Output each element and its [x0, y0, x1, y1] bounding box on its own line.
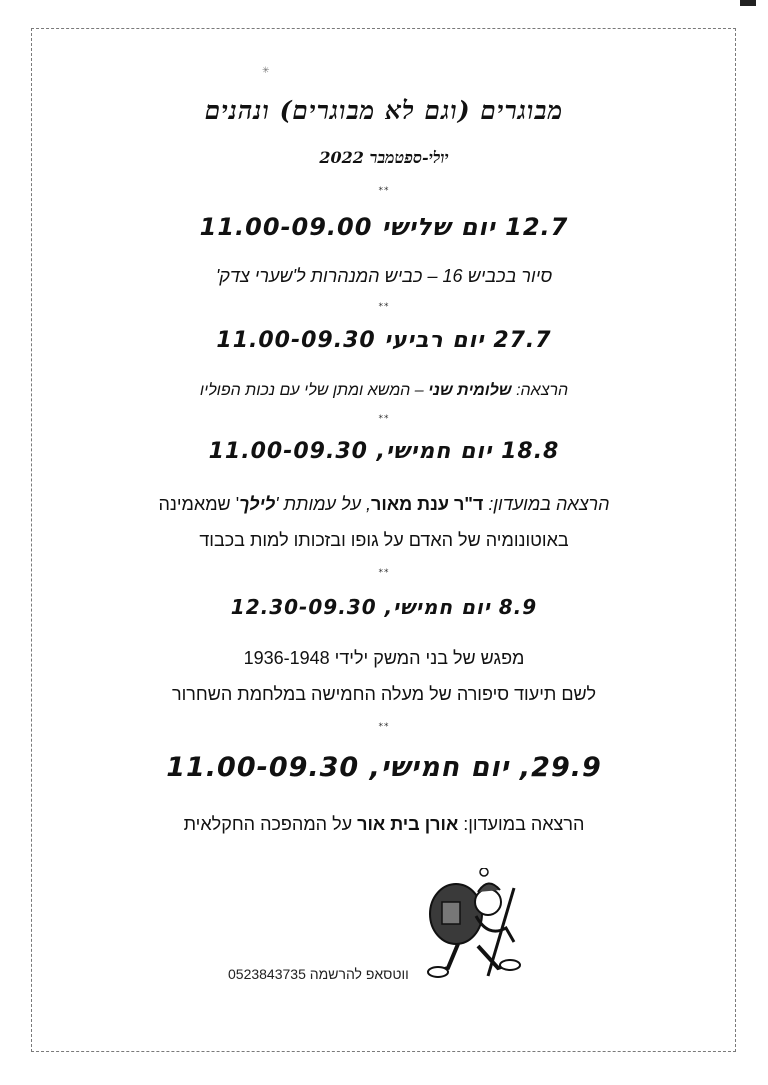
page-title: מבוגרים (וגם לא מבוגרים) ונהנים — [204, 96, 564, 125]
separator: ** — [378, 186, 390, 196]
hiker-illustration — [418, 868, 538, 980]
separator: ** — [378, 414, 390, 424]
event-4-description-line2: לשם תיעוד סיפורה של מעלה החמישה במלחמת השחרור — [171, 684, 597, 704]
event-3-description-line2: באוטונומיה של האדם על גופו ובזכותו למות בכבוד — [199, 530, 569, 550]
event-1-date: 12.7 יום שלישי 11.00-09.00 — [199, 213, 569, 241]
registration-phone: ווטסאפ להרשמה 0523843735 — [228, 966, 409, 982]
event-4-description: מפגש של בני המשק ילידי 1936-1948 — [243, 648, 525, 668]
event-3-date: 18.8 יום חמישי, 11.00-09.30 — [208, 439, 560, 464]
separator: ** — [378, 568, 390, 578]
event-5-date: 29.9, יום חמישי, 11.00-09.30 — [166, 752, 602, 783]
event-1-description: סיור בכביש 16 – כביש המנהרות ל'שערי צדק' — [215, 266, 553, 286]
separator: ** — [378, 302, 390, 312]
page-subtitle: יולי-ספטמבר 2022 — [319, 148, 449, 167]
separator: ** — [378, 722, 390, 732]
event-2-date: 27.7 יום רביעי 11.00-09.30 — [216, 328, 552, 353]
scan-mark — [740, 0, 756, 6]
event-3-description: הרצאה במועדון: ד"ר ענת מאור, על עמותת 'לילך' שמאמינה — [158, 494, 610, 514]
event-2-description: הרצאה: שלומית שני – המשא ומתן שלי עם נכות הפוליו — [199, 382, 569, 399]
scan-speck: ✳ — [262, 66, 270, 76]
event-4-date: 8.9 יום חמישי, 12.30-09.30 — [230, 595, 538, 619]
event-5-description: הרצאה במועדון: אורן בית אור על המהפכה החקלאית — [183, 814, 585, 834]
